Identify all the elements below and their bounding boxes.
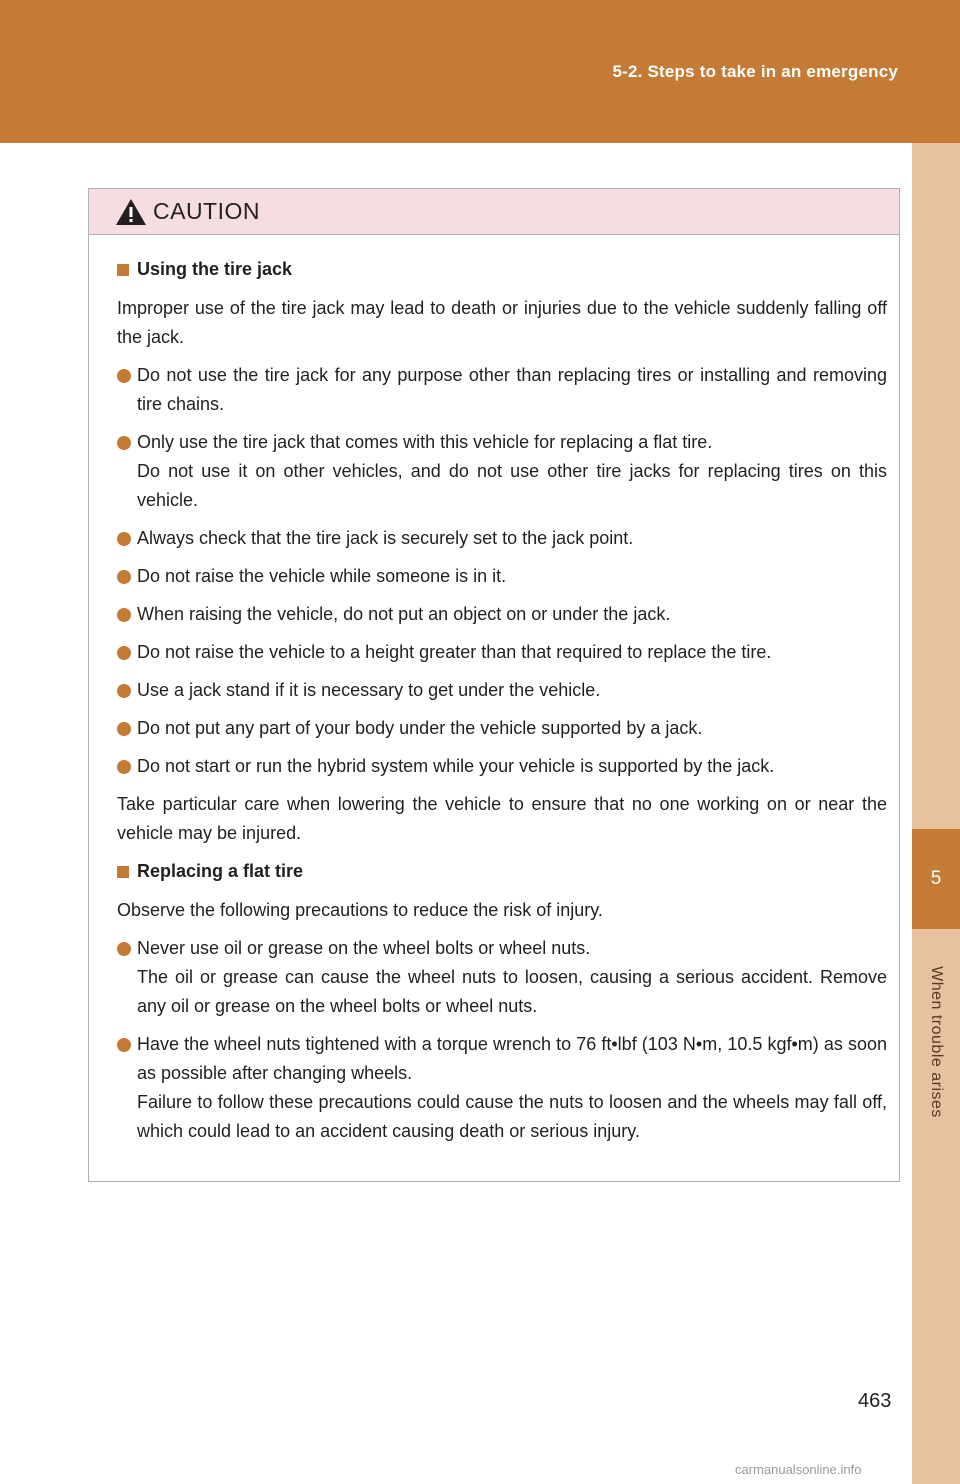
section-heading [117, 857, 887, 886]
list-item-text: Failure to follow these precautions could cause the nuts to loosen and the wheels may fall off, which could lead to an accident causing death or serious injury. [137, 1092, 887, 1141]
header-band [0, 0, 960, 143]
list-item [117, 638, 887, 667]
list-item-text: Do not use the tire jack for any purpose other than replacing tires or installing and removing tire chains. [137, 365, 887, 414]
section-heading-text: Using the tire jack [137, 259, 293, 279]
list-item-text: The oil or grease can cause the wheel nuts to loosen, causing a serious accident. Remove any oil or grease on the wheel bolts or wheel nuts. [137, 967, 887, 1016]
section-intro: Observe the following precautions to reduce the risk of injury. [117, 900, 603, 920]
list-item-text: When raising the vehicle, do not put an object on or under the jack. [137, 604, 671, 624]
list-item [117, 676, 887, 705]
list-item-text: Do not raise the vehicle to a height greater than that required to replace the tire. [137, 642, 772, 662]
circle-bullet-icon [117, 1038, 131, 1052]
list-item-text: Only use the tire jack that comes with this vehicle for replacing a flat tire. [137, 432, 713, 452]
circle-bullet-icon [117, 532, 131, 546]
list-item-text: Always check that the tire jack is securely set to the jack point. [137, 528, 634, 548]
list-item-text: Have the wheel nuts tightened with a torque wrench to 76 ft•lbf (103 N•m, 10.5 kgf•m) as soon as possible after changing wheels. [137, 1034, 887, 1083]
list-item [117, 934, 887, 1021]
list-item [117, 600, 887, 629]
page-number: 463 [858, 1390, 892, 1412]
side-strip [912, 143, 960, 1484]
list-item [117, 1030, 887, 1146]
chapter-tab[interactable] [912, 829, 960, 929]
caution-box [88, 188, 900, 1182]
circle-bullet-icon [117, 646, 131, 660]
list-item [117, 714, 887, 743]
list-item-text: Never use oil or grease on the wheel bolts or wheel nuts. [137, 938, 591, 958]
section-heading-text: Replacing a flat tire [137, 861, 304, 881]
circle-bullet-icon [117, 942, 131, 956]
warning-icon [115, 198, 147, 226]
caution-header [89, 189, 899, 235]
circle-bullet-icon [117, 608, 131, 622]
watermark: carmanualsonline.info [735, 1462, 862, 1477]
section-outro: Take particular care when lowering the vehicle to ensure that no one working on or near the vehicle may be injured. [117, 794, 887, 843]
list-item-text: Do not use it on other vehicles, and do not use other tire jacks for replacing tires on this vehicle. [137, 461, 887, 510]
circle-bullet-icon [117, 570, 131, 584]
list-item-text: Do not raise the vehicle while someone is in it. [137, 566, 507, 586]
list-item [117, 361, 887, 419]
chapter-label: When trouble arises [928, 966, 946, 1118]
circle-bullet-icon [117, 369, 131, 383]
circle-bullet-icon [117, 760, 131, 774]
list-item-text: Use a jack stand if it is necessary to get under the vehicle. [137, 680, 601, 700]
circle-bullet-icon [117, 436, 131, 450]
section-title: 5-2. Steps to take in an emergency [612, 62, 898, 81]
list-item-text: Do not put any part of your body under the vehicle supported by a jack. [137, 718, 703, 738]
section-heading [117, 255, 887, 284]
caution-title: CAUTION [153, 198, 260, 224]
chapter-number: 5 [930, 868, 942, 889]
circle-bullet-icon [117, 684, 131, 698]
caution-body [89, 235, 899, 1146]
list-item [117, 752, 887, 781]
square-bullet-icon [117, 264, 129, 276]
section-intro: Improper use of the tire jack may lead to death or injuries due to the vehicle suddenly falling off the jack. [117, 298, 887, 347]
list-item-text: Do not start or run the hybrid system while your vehicle is supported by the jack. [137, 756, 775, 776]
circle-bullet-icon [117, 722, 131, 736]
list-item [117, 428, 887, 515]
list-item [117, 524, 887, 553]
square-bullet-icon [117, 866, 129, 878]
list-item [117, 562, 887, 591]
